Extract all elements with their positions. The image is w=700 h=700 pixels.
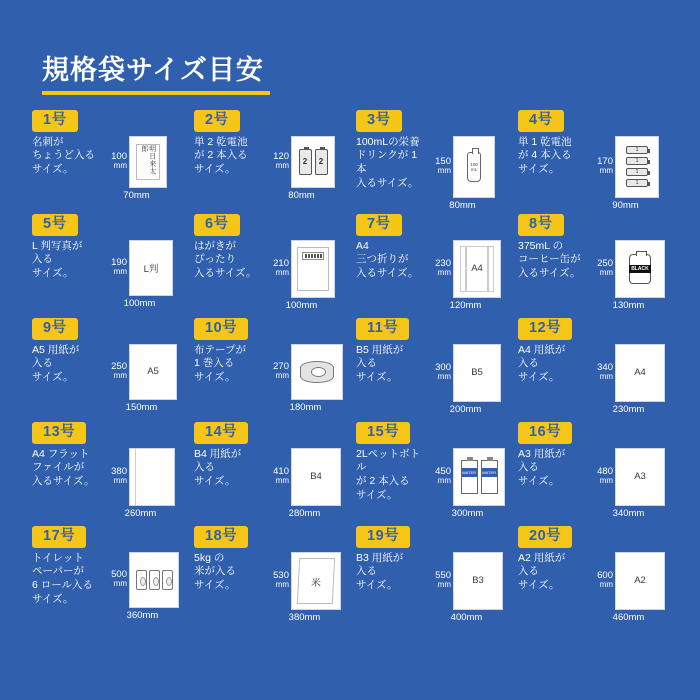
height-value: 530 mm	[273, 570, 289, 590]
sample-batteries: 1 1 1 1	[615, 136, 659, 198]
sample-paper: L判	[129, 240, 173, 296]
height-value: 500 mm	[111, 569, 127, 589]
sample-coffee-can: BLACK	[615, 240, 665, 298]
dimension-block	[268, 448, 341, 519]
size-badge: 2号	[194, 110, 240, 132]
dimension-block	[592, 240, 665, 311]
size-card	[514, 108, 672, 211]
height-value: 450 mm	[435, 466, 451, 486]
size-badge: 10号	[194, 318, 248, 340]
size-badge: 7号	[356, 214, 402, 236]
size-badge: 9号	[32, 318, 78, 340]
size-badge: 18号	[194, 526, 248, 548]
size-description: 2Lペットボトル が 2 本入る サイズ。	[356, 447, 421, 502]
size-card	[514, 212, 672, 312]
dimension-block	[268, 552, 341, 623]
size-card	[352, 212, 510, 312]
sample-paper: A2	[615, 552, 665, 610]
height-value: 410 mm	[273, 466, 289, 486]
width-value: 360mm	[126, 609, 159, 621]
size-description: トイレット ペーパーが 6 ロール入る サイズ。	[32, 551, 94, 606]
sample-paper: B4	[291, 448, 341, 506]
dimension-block	[106, 552, 179, 621]
size-badge: 15号	[356, 422, 410, 444]
size-description: A5 用紙が 入る サイズ。	[32, 343, 80, 384]
sample-flat-file	[129, 448, 175, 506]
width-value: 400mm	[450, 611, 483, 623]
dimension-block	[592, 552, 665, 623]
size-description: 名刺が ちょうど入る サイズ。	[32, 135, 95, 176]
size-badge: 19号	[356, 526, 410, 548]
height-value: 250 mm	[111, 361, 127, 381]
size-description: A3 用紙が 入る サイズ。	[518, 447, 566, 488]
size-badge: 12号	[518, 318, 572, 340]
size-card	[190, 524, 348, 624]
width-value: 80mm	[449, 199, 476, 211]
width-value: 90mm	[612, 199, 639, 211]
width-value: 100mm	[123, 297, 156, 309]
size-card	[190, 212, 348, 312]
width-value: 120mm	[449, 299, 482, 311]
height-value: 270 mm	[273, 361, 289, 381]
dimension-block	[430, 448, 505, 519]
size-description: B4 用紙が 入る サイズ。	[194, 447, 242, 488]
page-title: 規格袋サイズ目安	[42, 48, 270, 95]
height-value: 190 mm	[111, 257, 127, 277]
sample-trifold-a4: A4	[453, 240, 501, 298]
size-badge: 8号	[518, 214, 564, 236]
size-description: 布テープが 1 巻入る サイズ。	[194, 343, 246, 384]
height-value: 230 mm	[435, 258, 451, 278]
width-value: 130mm	[612, 299, 645, 311]
width-value: 100mm	[285, 299, 318, 311]
dimension-block	[106, 136, 167, 201]
size-card	[514, 316, 672, 416]
size-description: A4 用紙が 入る サイズ。	[518, 343, 566, 384]
width-value: 70mm	[123, 189, 150, 201]
size-card	[352, 420, 510, 520]
size-description: L 判写真が 入る サイズ。	[32, 239, 83, 280]
size-card	[28, 524, 186, 624]
size-card	[190, 108, 348, 208]
size-card	[514, 420, 672, 520]
width-value: 80mm	[288, 189, 315, 201]
size-description: A4 三つ折りが 入るサイズ。	[356, 239, 419, 280]
size-description: はがきが ぴったり 入るサイズ。	[194, 239, 257, 280]
width-value: 200mm	[449, 403, 482, 415]
dimension-block	[106, 448, 175, 519]
size-badge: 14号	[194, 422, 248, 444]
width-value: 180mm	[289, 401, 322, 413]
dimension-block	[268, 344, 343, 413]
height-value: 340 mm	[597, 362, 613, 382]
sample-paper: A4	[615, 344, 665, 402]
size-badge: 4号	[518, 110, 564, 132]
height-value: 170 mm	[597, 156, 613, 176]
width-value: 300mm	[451, 507, 484, 519]
size-description: 単 1 乾電池 が 4 本入る サイズ。	[518, 135, 572, 176]
size-badge: 13号	[32, 422, 86, 444]
sample-tape-roll	[291, 344, 343, 400]
size-description: B3 用紙が 入る サイズ。	[356, 551, 404, 592]
size-badge: 20号	[518, 526, 572, 548]
width-value: 380mm	[288, 611, 321, 623]
height-value: 380 mm	[111, 466, 127, 486]
height-value: 250 mm	[597, 258, 613, 278]
height-value: 150 mm	[435, 156, 451, 176]
sample-paper: A5	[129, 344, 177, 400]
size-grid	[28, 108, 672, 624]
sample-toilet-rolls	[129, 552, 179, 608]
size-card	[28, 420, 186, 520]
height-value: 600 mm	[597, 570, 613, 590]
height-value: 100 mm	[111, 151, 127, 171]
sample-water-bottles: WATER WATER	[453, 448, 505, 506]
width-value: 460mm	[612, 611, 645, 623]
size-badge: 16号	[518, 422, 572, 444]
sample-rice-bag: 米	[291, 552, 341, 610]
size-description: A2 用紙が 入る サイズ。	[518, 551, 566, 592]
height-value: 300 mm	[435, 362, 451, 382]
size-card	[28, 212, 186, 312]
height-value: 120 mm	[273, 151, 289, 171]
dimension-block	[106, 240, 173, 309]
sample-batteries: 2 2	[291, 136, 335, 188]
size-card	[190, 316, 348, 416]
dimension-block	[592, 448, 665, 519]
size-description: B5 用紙が 入る サイズ。	[356, 343, 404, 384]
width-value: 150mm	[125, 401, 158, 413]
size-card	[28, 108, 186, 208]
width-value: 230mm	[612, 403, 645, 415]
size-badge: 17号	[32, 526, 86, 548]
height-value: 550 mm	[435, 570, 451, 590]
size-description: 単 2 乾電池 が 2 本入る サイズ。	[194, 135, 248, 176]
sample-business-card: 明日来太郎	[129, 136, 167, 188]
size-description: 5kg の 米が入る サイズ。	[194, 551, 236, 592]
dimension-block	[430, 240, 501, 311]
width-value: 280mm	[288, 507, 321, 519]
size-card	[28, 316, 186, 416]
sample-drink-bottle: 100 mL	[453, 136, 495, 198]
sample-paper: B3	[453, 552, 503, 610]
dimension-block	[592, 344, 665, 415]
sample-paper: A3	[615, 448, 665, 506]
size-card	[352, 524, 510, 624]
size-badge: 6号	[194, 214, 240, 236]
size-card	[190, 420, 348, 520]
dimension-block	[592, 136, 659, 211]
width-value: 340mm	[612, 507, 645, 519]
dimension-block	[430, 344, 501, 415]
size-description: A4 フラット ファイルが 入るサイズ。	[32, 447, 95, 488]
dimension-block	[268, 136, 335, 201]
height-value: 480 mm	[597, 466, 613, 486]
height-value: 210 mm	[273, 258, 289, 278]
size-card	[514, 524, 672, 624]
dimension-block	[106, 344, 177, 413]
sample-paper: B5	[453, 344, 501, 402]
width-value: 260mm	[124, 507, 157, 519]
dimension-block	[268, 240, 335, 311]
size-description: 100mLの栄養 ドリンクが 1 本 入るサイズ。	[356, 135, 420, 190]
size-card	[352, 108, 510, 211]
dimension-block	[430, 136, 495, 211]
size-badge: 3号	[356, 110, 402, 132]
sample-postcard	[291, 240, 335, 298]
size-badge: 1号	[32, 110, 78, 132]
size-card	[352, 316, 510, 416]
size-description: 375mL の コーヒー缶が 入るサイズ。	[518, 239, 581, 280]
dimension-block	[430, 552, 503, 623]
size-badge: 5号	[32, 214, 78, 236]
size-badge: 11号	[356, 318, 409, 340]
